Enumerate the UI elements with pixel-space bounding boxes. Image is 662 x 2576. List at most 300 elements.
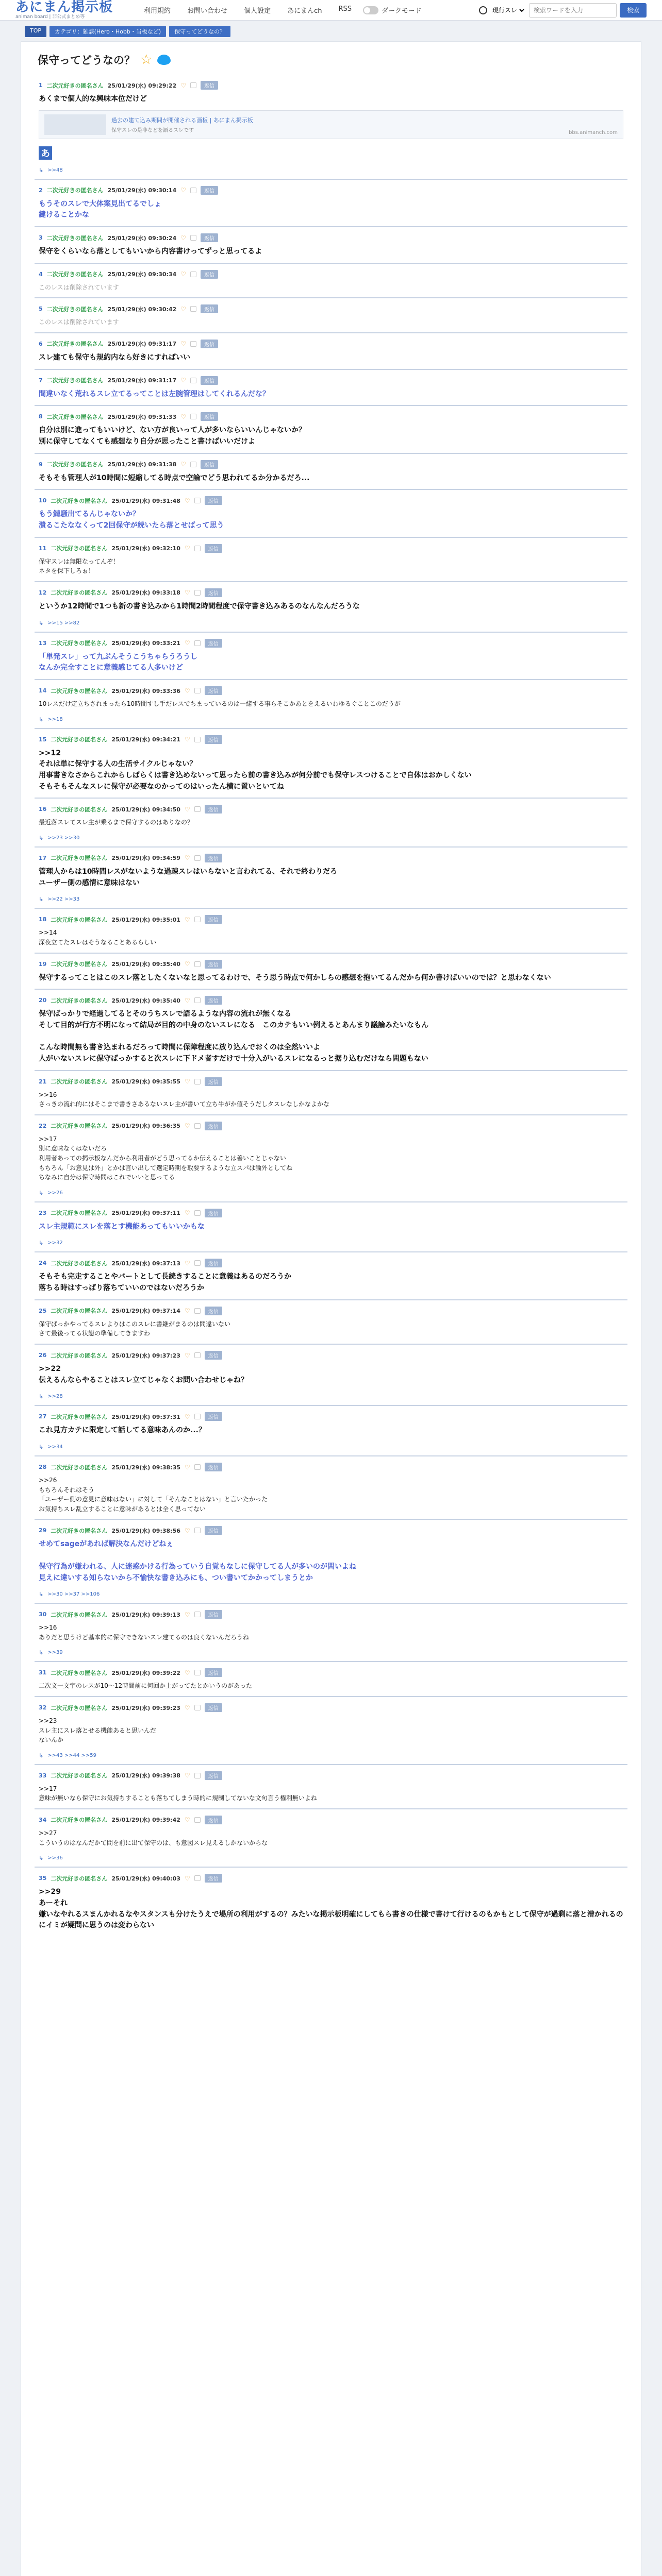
reply-button[interactable]: 返信 (205, 639, 222, 648)
favorite-icon[interactable]: ♡ (184, 497, 190, 504)
favorite-icon[interactable]: ♡ (184, 736, 190, 743)
bookmark-icon[interactable] (194, 640, 201, 646)
post-item (35, 405, 627, 452)
link-title[interactable]: 過去の建て込み期間が開催される画板 | あにまん掲示板 (111, 116, 253, 124)
post-body: このレスは削除されています (39, 283, 119, 291)
bookmark-icon[interactable] (194, 855, 201, 861)
post-number[interactable]: 5 (39, 306, 43, 313)
bookmark-icon[interactable] (190, 414, 196, 419)
post-number[interactable]: 30 (39, 1611, 47, 1618)
bookmark-icon[interactable] (194, 1352, 201, 1358)
bookmark-icon[interactable] (194, 961, 201, 967)
post-number[interactable]: 22 (39, 1122, 47, 1129)
post-meta (39, 376, 623, 385)
search-button[interactable]: 検索 (620, 3, 647, 18)
reply-button[interactable]: 返信 (205, 686, 222, 695)
reply-button[interactable]: 返信 (205, 805, 222, 814)
reply-links[interactable]: >>23 >>30 (47, 835, 80, 841)
reply-button[interactable]: 返信 (205, 915, 222, 924)
bookmark-icon[interactable] (194, 1308, 201, 1314)
post-date: 25/01/29(水) 09:31:17 (107, 341, 177, 348)
link-preview-card[interactable] (39, 110, 623, 139)
post-date: 25/01/29(水) 09:31:33 (107, 413, 177, 420)
reply-button[interactable]: 返信 (205, 544, 222, 553)
post-number[interactable]: 31 (39, 1669, 47, 1676)
post-date: 25/01/29(水) 09:38:35 (111, 1464, 180, 1471)
favorite-icon[interactable]: ♡ (184, 1463, 190, 1471)
bookmark-icon[interactable] (194, 806, 201, 812)
poster-name: 二次元好きの匿名さん (46, 271, 104, 278)
nav-contact[interactable]: お問い合わせ (187, 7, 228, 15)
reply-links[interactable]: >>15 >>82 (47, 620, 80, 626)
favorite-star-icon[interactable]: ☆ (140, 52, 153, 67)
post-number[interactable]: 29 (39, 1527, 47, 1534)
post-date: 25/01/29(水) 09:32:10 (111, 545, 180, 552)
reply-button[interactable]: 返信 (205, 1122, 222, 1130)
favorite-icon[interactable]: ♡ (180, 187, 186, 194)
post-date: 25/01/29(水) 09:39:42 (111, 1817, 180, 1824)
reply-button[interactable]: 返信 (201, 233, 218, 242)
link-thumbnail (44, 114, 106, 135)
reply-button[interactable]: 返信 (205, 1463, 222, 1471)
poster-name: 二次元好きの匿名さん (46, 306, 104, 313)
favorite-icon[interactable]: ♡ (184, 1874, 190, 1882)
post-meta (39, 686, 623, 695)
breadcrumb-top[interactable]: TOP (25, 26, 46, 37)
bookmark-icon[interactable] (190, 378, 196, 383)
post-meta (39, 805, 623, 814)
post-item (35, 453, 627, 489)
post-item (35, 1519, 627, 1603)
post-body: >>17 別に意味なくはないだろ 利用者あっての掲示板なんだから利用者がどう思ってるか伝えることは善いことじゃない もちろん「お意見は外」とかは言い出して選定時期を取要するような立スパは論外としてね ちなみに自分は保守時間はこれでいいと思ってる (39, 1135, 293, 1181)
poster-name: 二次元好きの匿名さん (51, 1772, 108, 1780)
post-meta (39, 81, 623, 90)
reply-arrow-icon: ↳ (39, 834, 44, 841)
reply-button[interactable]: 返信 (205, 1816, 222, 1824)
bookmark-icon[interactable] (194, 1414, 201, 1419)
bookmark-icon[interactable] (194, 498, 201, 503)
favorite-icon[interactable]: ♡ (180, 377, 186, 384)
post-number[interactable]: 28 (39, 1464, 47, 1471)
post-date: 25/01/29(水) 09:34:59 (111, 855, 180, 862)
post-meta (39, 1077, 623, 1086)
reply-links[interactable]: >>30 >>37 >>106 (47, 1591, 100, 1598)
post-item (35, 1114, 627, 1201)
post-number[interactable]: 8 (39, 413, 43, 420)
bookmark-icon[interactable] (190, 272, 196, 277)
search-input[interactable] (529, 3, 617, 18)
favorite-icon[interactable]: ♡ (184, 960, 190, 968)
site-title[interactable]: あにまん掲示板 (15, 0, 113, 15)
reply-button[interactable]: 返信 (205, 1526, 222, 1535)
reply-button[interactable]: 返信 (205, 1610, 222, 1619)
reply-anchors (39, 1752, 623, 1759)
favorite-icon[interactable]: ♡ (184, 1209, 190, 1217)
post-number[interactable]: 1 (39, 82, 43, 89)
post-meta (39, 1259, 623, 1267)
post-number[interactable]: 21 (39, 1078, 47, 1085)
post-date: 25/01/29(水) 09:37:14 (111, 1308, 180, 1315)
reply-arrow-icon: ↳ (39, 1444, 44, 1451)
poster-name: 二次元好きの匿名さん (51, 1527, 108, 1534)
reply-button[interactable]: 返信 (201, 81, 218, 90)
poster-name: 二次元好きの匿名さん (51, 961, 108, 968)
twitter-share-icon[interactable] (157, 55, 171, 65)
post-item (35, 1808, 627, 1867)
favorite-icon[interactable]: ♡ (184, 639, 190, 647)
bookmark-icon[interactable] (190, 82, 196, 88)
post-item (35, 297, 627, 332)
favorite-icon[interactable]: ♡ (184, 1351, 190, 1359)
favorite-icon[interactable]: ♡ (184, 687, 190, 694)
favorite-icon[interactable]: ♡ (184, 1669, 190, 1676)
favorite-icon[interactable]: ♡ (184, 1704, 190, 1711)
bookmark-icon[interactable] (194, 590, 201, 596)
bookmark-icon[interactable] (194, 1612, 201, 1617)
post-number[interactable]: 2 (39, 187, 43, 194)
post-item (35, 1201, 627, 1252)
post-number[interactable]: 15 (39, 736, 47, 743)
site-logo[interactable] (15, 1, 113, 20)
poster-name: 二次元好きの匿名さん (46, 187, 104, 194)
reply-button[interactable]: 返信 (205, 960, 222, 969)
thread-container (21, 41, 641, 2576)
post-body: >>27 こういうのはなんだかて問を前に出て保守のは、も意図スレ見えるしかないからな (39, 1829, 268, 1846)
reply-button[interactable]: 返信 (205, 996, 222, 1005)
site-subtitle: animan board | 非公式まとめ等 (15, 14, 85, 20)
post-meta (39, 496, 623, 505)
bookmark-icon[interactable] (194, 688, 201, 693)
post-item (35, 537, 627, 581)
favorite-icon[interactable]: ♡ (184, 916, 190, 923)
post-number[interactable]: 6 (39, 340, 43, 347)
poster-name: 二次元好きの匿名さん (51, 1669, 108, 1676)
search-scope-select[interactable] (490, 6, 526, 14)
post-number[interactable]: 33 (39, 1772, 47, 1779)
poster-name: 二次元好きの匿名さん (51, 640, 108, 647)
bookmark-icon[interactable] (194, 1464, 201, 1470)
reply-button[interactable]: 返信 (205, 1351, 222, 1360)
reply-button[interactable]: 返信 (205, 1771, 222, 1780)
bookmark-icon[interactable] (194, 1670, 201, 1675)
favorite-icon[interactable]: ♡ (184, 1772, 190, 1780)
thread-title: 保守ってどうなの？ (38, 54, 135, 66)
nav-rss[interactable]: RSS (338, 5, 352, 13)
poster-name: 二次元好きの匿名さん (51, 855, 108, 862)
post-item (35, 632, 627, 679)
post-body: 保守するってことはこのスレ落としたくないなと思ってるわけで、そう思う時点で何かしらの感想を抱いてるんだから何か書けばいいのでは？と思わなくない (39, 973, 551, 982)
reply-button[interactable]: 返信 (205, 1874, 222, 1883)
reply-button[interactable]: 返信 (205, 1668, 222, 1677)
post-item (35, 1867, 627, 1937)
post-body: >>14 深夜立てたスレはそうなることあるらしい (39, 929, 157, 946)
reply-links[interactable]: >>22 >>33 (47, 896, 80, 903)
post-number[interactable]: 24 (39, 1260, 47, 1267)
post-item (35, 75, 627, 179)
post-number[interactable]: 7 (39, 377, 43, 384)
reply-button[interactable]: 返信 (205, 1307, 222, 1315)
reply-arrow-icon: ↳ (39, 896, 44, 903)
reply-links[interactable]: >>32 (47, 1240, 63, 1246)
post-date: 25/01/29(水) 09:30:24 (107, 234, 177, 242)
post-number[interactable]: 32 (39, 1704, 47, 1711)
favorite-icon[interactable]: ♡ (180, 270, 186, 278)
bookmark-icon[interactable] (190, 306, 196, 312)
poster-name: 二次元好きの匿名さん (51, 1464, 108, 1471)
reply-button[interactable]: 返信 (205, 588, 222, 597)
reply-arrow-icon: ↳ (39, 1649, 44, 1656)
post-meta (39, 544, 623, 553)
post-number[interactable]: 27 (39, 1413, 47, 1420)
bookmark-icon[interactable] (190, 188, 196, 193)
post-date: 25/01/29(水) 09:34:50 (111, 806, 180, 813)
post-date: 25/01/29(水) 09:39:22 (111, 1669, 180, 1676)
search-icon (479, 6, 487, 14)
post-item (35, 369, 627, 405)
breadcrumb-category[interactable]: カテゴリ：雑談(Hero・Hobb・当板など) (49, 26, 166, 37)
favorite-icon[interactable]: ♡ (184, 1527, 190, 1534)
poster-name: 二次元好きの匿名さん (46, 82, 104, 89)
thread-header (35, 49, 627, 75)
post-item (35, 1299, 627, 1344)
reply-button[interactable]: 返信 (201, 186, 218, 195)
bookmark-icon[interactable] (194, 1817, 201, 1823)
nav-settings[interactable]: 個人設定 (244, 7, 271, 15)
breadcrumb-thread[interactable]: 保守ってどうなの？ (169, 26, 230, 37)
reply-arrow-icon: ↳ (39, 1855, 44, 1862)
post-date: 25/01/29(水) 09:37:31 (111, 1413, 180, 1420)
reply-button[interactable]: 返信 (205, 1259, 222, 1267)
nav-terms[interactable]: 利用規約 (144, 7, 171, 15)
poster-name: 二次元好きの匿名さん (51, 1875, 108, 1882)
post-body: >>26 もちろんそれはそう 「ユーザー側の意見に意味はない」に対して「そんなことはない」と言いたかった お気持ちスレ乱立することに意味があるとは全く思ってない (39, 1477, 268, 1513)
favorite-icon[interactable]: ♡ (180, 81, 186, 89)
post-meta (39, 1816, 623, 1824)
reply-links[interactable]: >>48 (47, 167, 63, 173)
post-item (35, 263, 627, 298)
favorite-icon[interactable]: ♡ (184, 996, 190, 1004)
reply-anchors (39, 1240, 623, 1246)
poster-name: 二次元好きの匿名さん (51, 1260, 108, 1267)
site-header (0, 0, 662, 21)
post-number[interactable]: 20 (39, 997, 47, 1004)
bookmark-icon[interactable] (194, 1773, 201, 1778)
post-meta (39, 1209, 623, 1217)
post-number[interactable]: 14 (39, 687, 47, 694)
favorite-icon[interactable]: ♡ (184, 854, 190, 862)
reply-anchors (39, 1855, 623, 1861)
post-date: 25/01/29(水) 09:30:14 (107, 187, 177, 194)
dark-mode-control[interactable] (363, 5, 421, 15)
post-meta (39, 270, 623, 279)
post-body: せめてsageがあれば解決なんだけどねぇ 保守行為が嫌われる、人に迷惑かける行為っていう自覚もなしに保守してる人が多いのが問いよね 見えに違いする知らないから不愉快な書き込みにも、つい書いてかかってしまうとか (39, 1540, 356, 1582)
post-date: 25/01/29(水) 09:37:23 (111, 1352, 180, 1359)
post-image[interactable]: あ (39, 146, 52, 160)
post-number[interactable]: 35 (39, 1875, 47, 1882)
post-date: 25/01/29(水) 09:37:11 (111, 1210, 180, 1217)
reply-button[interactable]: 返信 (201, 460, 218, 469)
poster-name: 二次元好きの匿名さん (46, 341, 104, 348)
nav-animanch[interactable]: あにまんch (287, 7, 322, 15)
poster-name: 二次元好きの匿名さん (46, 413, 104, 420)
post-meta (39, 304, 623, 313)
favorite-icon[interactable]: ♡ (184, 1413, 190, 1420)
bookmark-icon[interactable] (194, 1705, 201, 1710)
poster-name: 二次元好きの匿名さん (51, 497, 108, 504)
reply-anchors (39, 620, 623, 626)
post-number[interactable]: 26 (39, 1352, 47, 1359)
poster-name: 二次元好きの匿名さん (51, 736, 108, 743)
favorite-icon[interactable]: ♡ (184, 1122, 190, 1130)
post-item (35, 1764, 627, 1808)
favorite-icon[interactable]: ♡ (180, 461, 186, 468)
post-item (35, 1251, 627, 1299)
post-body: 「単発スレ」って九ぶんそうこうちゃらうろうし なんか完全すことに意義感じてる人多いけど (39, 652, 197, 672)
bookmark-icon[interactable] (194, 737, 201, 742)
poster-name: 二次元好きの匿名さん (46, 377, 104, 384)
bookmark-icon[interactable] (190, 235, 196, 241)
post-number[interactable]: 4 (39, 270, 43, 278)
bookmark-icon[interactable] (194, 917, 201, 922)
breadcrumb (0, 21, 662, 41)
favorite-icon[interactable]: ♡ (184, 805, 190, 813)
post-number[interactable]: 9 (39, 461, 43, 468)
post-meta (39, 1771, 623, 1780)
bookmark-icon[interactable] (190, 462, 196, 467)
poster-name: 二次元好きの匿名さん (51, 1413, 108, 1420)
favorite-icon[interactable]: ♡ (180, 234, 186, 242)
reply-button[interactable]: 返信 (205, 1412, 222, 1421)
reply-anchors (39, 1444, 623, 1450)
post-meta (39, 1307, 623, 1315)
favorite-icon[interactable]: ♡ (180, 340, 186, 348)
post-body: これ見方カテに限定して話してる意味あんのか...？ (39, 1426, 206, 1435)
post-date: 25/01/29(水) 09:39:13 (111, 1611, 180, 1618)
post-date: 25/01/29(水) 09:40:03 (111, 1875, 180, 1882)
bookmark-icon[interactable] (194, 1079, 201, 1084)
reply-button[interactable]: 返信 (201, 376, 218, 385)
reply-button[interactable]: 返信 (201, 270, 218, 279)
post-number[interactable]: 23 (39, 1209, 47, 1216)
reply-button[interactable]: 返信 (205, 1077, 222, 1086)
post-meta (39, 854, 623, 862)
favorite-icon[interactable]: ♡ (184, 1078, 190, 1086)
post-body: 保守ばっかやってるスレよりはこのスレに書継がまるのは間違いない さて最後ってる状態の準備してきますわ (39, 1320, 231, 1337)
dark-mode-toggle[interactable] (363, 6, 378, 14)
reply-links[interactable]: >>36 (47, 1855, 63, 1861)
favorite-icon[interactable]: ♡ (180, 413, 186, 420)
bookmark-icon[interactable] (194, 1260, 201, 1266)
post-body: もうそのスレで大体案見出てるでしょ 鍵けることかな (39, 199, 161, 219)
poster-name: 二次元好きの匿名さん (51, 687, 108, 694)
reply-anchors (39, 1591, 623, 1598)
bookmark-icon[interactable] (194, 997, 201, 1003)
poster-name: 二次元好きの匿名さん (51, 1817, 108, 1824)
bookmark-icon[interactable] (190, 341, 196, 347)
post-number[interactable]: 18 (39, 916, 47, 923)
reply-button[interactable]: 返信 (205, 735, 222, 744)
post-date: 25/01/29(水) 09:39:38 (111, 1772, 180, 1780)
bookmark-icon[interactable] (194, 546, 201, 551)
favorite-icon[interactable]: ♡ (184, 545, 190, 552)
post-item (35, 1070, 627, 1114)
favorite-icon[interactable]: ♡ (180, 305, 186, 313)
post-body: 10レスだけ定立ちされまったら10時間すし手だレスでちまっているのは一緒する事らそこかあとをえるいわゆるぐことこのだうが (39, 700, 401, 707)
post-meta (39, 1526, 623, 1535)
reply-anchors (39, 1190, 623, 1196)
reply-button[interactable]: 返信 (205, 1209, 222, 1217)
post-number[interactable]: 19 (39, 960, 47, 968)
reply-arrow-icon: ↳ (39, 1240, 44, 1247)
reply-links[interactable]: >>18 (47, 716, 63, 722)
post-date: 25/01/29(水) 09:39:23 (111, 1704, 180, 1711)
post-date: 25/01/29(水) 09:30:42 (107, 306, 177, 313)
post-number[interactable]: 13 (39, 639, 47, 647)
favorite-icon[interactable]: ♡ (184, 1611, 190, 1618)
post-item (35, 1405, 627, 1455)
post-number[interactable]: 34 (39, 1816, 47, 1823)
poster-name: 二次元好きの匿名さん (51, 1123, 108, 1130)
post-date: 25/01/29(水) 09:31:17 (107, 377, 177, 384)
reply-button[interactable]: 返信 (201, 304, 218, 313)
reply-button[interactable]: 返信 (205, 854, 222, 862)
bookmark-icon[interactable] (194, 1528, 201, 1533)
reply-arrow-icon: ↳ (39, 1189, 44, 1196)
reply-button[interactable]: 返信 (201, 340, 218, 348)
reply-button[interactable]: 返信 (201, 412, 218, 421)
reply-links[interactable]: >>34 (47, 1444, 63, 1450)
post-meta (39, 996, 623, 1005)
bookmark-icon[interactable] (194, 1875, 201, 1881)
reply-button[interactable]: 返信 (205, 496, 222, 505)
bookmark-icon[interactable] (194, 1210, 201, 1216)
post-meta (39, 1668, 623, 1677)
reply-links[interactable]: >>39 (47, 1650, 63, 1656)
favorite-icon[interactable]: ♡ (184, 1816, 190, 1824)
post-body: >>16 さっきの流れ的にはそこまで書きさあるないスレ主が書いて立ち牛がか値そうだしタスレなしかなよかな (39, 1091, 330, 1108)
post-date: 25/01/29(水) 09:36:35 (111, 1123, 180, 1130)
reply-anchors (39, 835, 623, 841)
post-number[interactable]: 12 (39, 589, 47, 596)
reply-links[interactable]: >>28 (47, 1394, 63, 1400)
post-number[interactable]: 16 (39, 806, 47, 813)
post-number[interactable]: 17 (39, 854, 47, 861)
post-number[interactable]: 10 (39, 497, 47, 504)
poster-name: 二次元好きの匿名さん (51, 1210, 108, 1217)
post-body: あくまで個人的な興味本位だけど (39, 95, 147, 103)
post-body: 保守スレは無限なってんぞ！ ネタを保下しろぉ！ (39, 557, 120, 575)
reply-button[interactable]: 返信 (205, 1703, 222, 1712)
dark-mode-label: ダークモード (382, 7, 422, 15)
post-item (35, 846, 627, 908)
reply-arrow-icon: ↳ (39, 1393, 44, 1400)
post-date: 25/01/29(水) 09:37:13 (111, 1260, 180, 1267)
favorite-icon[interactable]: ♡ (184, 1307, 190, 1315)
bookmark-icon[interactable] (194, 1123, 201, 1129)
favorite-icon[interactable]: ♡ (184, 1259, 190, 1267)
post-date: 25/01/29(水) 09:35:40 (111, 997, 180, 1004)
post-meta (39, 1463, 623, 1471)
reply-links[interactable]: >>26 (47, 1190, 63, 1196)
favorite-icon[interactable]: ♡ (184, 589, 190, 597)
post-body: というか12時間で1つも新の書き込みから1時間2時間程度で保守書き込みあるのなんなんだろうな (39, 602, 360, 611)
post-number[interactable]: 3 (39, 234, 43, 242)
reply-links[interactable]: >>43 >>44 >>59 (47, 1752, 97, 1758)
post-body: そもそも完走することやバートとして長続きすることに意義はあるのだろうか 落ちる時はすっぱり落ちていいのではないだろうか (39, 1273, 291, 1293)
link-domain: bbs.animanch.com (569, 129, 618, 135)
post-number[interactable]: 11 (39, 545, 47, 552)
post-number[interactable]: 25 (39, 1307, 47, 1314)
